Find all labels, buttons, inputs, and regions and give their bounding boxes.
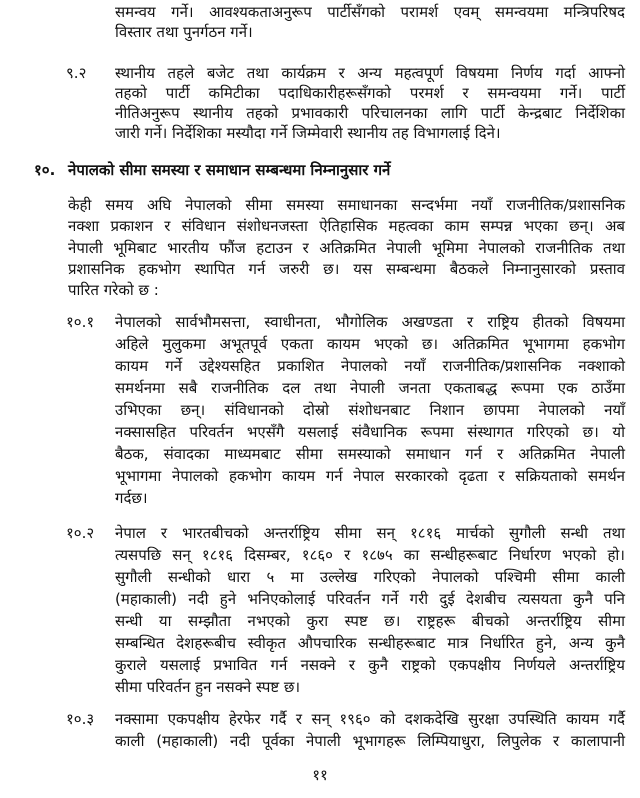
text-line: कायम गर्ने उद्देश्यसहित प्रकाशित नेपालको नयाँ राजनीतिक/प्रशासनिक नक्शाको (115, 357, 625, 375)
text-line: गर्दछ। (115, 489, 148, 507)
text-line: नक्शा प्रकाशन र संविधान संशोधनजस्ता ऐतिहासिक महत्वका काम सम्पन्न भएका छन्। अब (68, 217, 625, 235)
text-line: नक्सासहित परिवर्तन भएसँगै यसलाई संवैधानिक रूपमा संस्थागत गरिएको छ। यो (115, 423, 625, 441)
text-line: प्रशासनिक हकभोग स्थापित गर्न जरुरी छ। यस सम्बन्धमा बैठकले निम्नानुसारको प्रस्ताव (68, 260, 625, 278)
text-line: नेपाल र भारतबीचको अन्तर्राष्ट्रिय सीमा सन् १८१६ मार्चको सुगौली सन्धी तथा (115, 524, 625, 542)
item-number: १०.३ (66, 710, 95, 728)
item-number: १०.१ (66, 313, 95, 331)
text-line: उभिएका छन्। संविधानको दोस्रो संशोधनबाट निशान छापमा नेपालको नयाँ (115, 401, 625, 419)
text-line: तहको पार्टी कमिटीका पदाधिकारीहरूसँगको परमर्श र समन्वयमा गर्ने। पार्टी (115, 84, 625, 102)
section-title: नेपालको सीमा समस्या र समाधान सम्बन्धमा निम्नानुसार गर्ने (68, 161, 391, 179)
text-line: सुगौली सन्धीको धारा ५ मा उल्लेख गरिएको नेपालको पश्चिमी सीमा काली (115, 568, 625, 586)
text-line: भूभागमा नेपालको हकभोग कायम गर्न नेपाल सरकारको दृढता र सक्रियताको समर्थन (115, 467, 625, 485)
text-line: त्यसपछि सन् १८१६ दिसम्बर, १८६० र १८७५ का सन्धीहरूबाट निर्धारण भएको हो। (115, 546, 625, 564)
text-line: विस्तार तथा पुनर्गठन गर्ने। (115, 23, 253, 41)
text-line: नक्सामा एकपक्षीय हेरफेर गर्दै र सन् १९६० को दशकदेखि सुरक्षा उपस्थिति कायम गर्दै (115, 710, 625, 728)
section-number: १०. (34, 161, 56, 179)
text-line: सन्धी या सम्झौता नभएको कुरा स्पष्ट छ। राष्ट्रहरू बीचको अन्तर्राष्ट्रिय सीमा (115, 612, 625, 630)
item-number: १०.२ (66, 524, 95, 542)
text-line: काली (महाकाली) नदी पूर्वका नेपाली भूभागहरू लिम्पियाधुरा, लिपुलेक र कालापानी (115, 732, 625, 750)
text-line: नेपाली भूमिबाट भारतीय फौंज हटाउन र अतिक्रमित नेपाली भूमिमा नेपालको राजनीतिक तथा (68, 239, 625, 257)
text-line: पारित गरेको छ : (68, 281, 159, 299)
item-number: ९.२ (66, 64, 87, 82)
text-line: नीतिअनुरूप स्थानीय तहको प्रभावकारी परिचालनका लागि पार्टी केन्द्रबाट निर्देशिका (115, 104, 625, 122)
text-line: समर्थनमा सबै राजनीतिक दल तथा नेपाली जनता एकताबद्ध रूपमा एक ठाउँमा (115, 379, 625, 397)
page-number: ११ (312, 766, 328, 784)
text-line: नेपालको सार्वभौमसत्ता, स्वाधीनता, भौगोलिक अखण्डता र राष्ट्रिय हीतको विषयमा (115, 313, 625, 331)
text-line: समन्वय गर्ने। आवश्यकताअनुरूप पार्टीसँगको परामर्श एवम् समन्वयमा मन्त्रिपरिषद (115, 3, 625, 21)
text-line: बैठक, संवादका माध्यमबाट सीमा समस्याको समाधान गर्न र अतिक्रमित नेपाली (115, 445, 625, 463)
text-line: केही समय अघि नेपालको सीमा समस्या समाधानका सन्दर्भमा नयाँ राजनीतिक/प्रशासनिक (68, 196, 625, 214)
text-line: सीमा परिवर्तन हुन नसक्ने स्पष्ट छ। (115, 678, 301, 696)
text-line: अहिले मुलुकमा अभूतपूर्व एकता कायम भएको छ। अतिक्रमित भूभागमा हकभोग (115, 335, 625, 353)
text-line: (महाकाली) नदी हुने भनिएकोलाई परिवर्तन गर्ने गरी दुई देशबीच त्यसयता कुनै पनि (115, 590, 625, 608)
text-line: स्थानीय तहले बजेट तथा कार्यक्रम र अन्य महत्वपूर्ण विषयमा निर्णय गर्दा आफ्नो (115, 64, 625, 82)
text-line: सम्बन्धित देशहरूबीच स्वीकृत औपचारिक सन्धीहरूबाट मात्र निर्धारित हुने, अन्य कुनै (115, 634, 625, 652)
text-line: जारी गर्ने। निर्देशिका मस्यौदा गर्ने जिम्मेवारी स्थानीय तह विभागलाई दिने। (115, 124, 501, 142)
text-line: कुराले यसलाई प्रभावित गर्न नसक्ने र कुनै राष्ट्रको एकपक्षीय निर्णयले अन्तर्राष्ट्रिय (115, 656, 625, 674)
